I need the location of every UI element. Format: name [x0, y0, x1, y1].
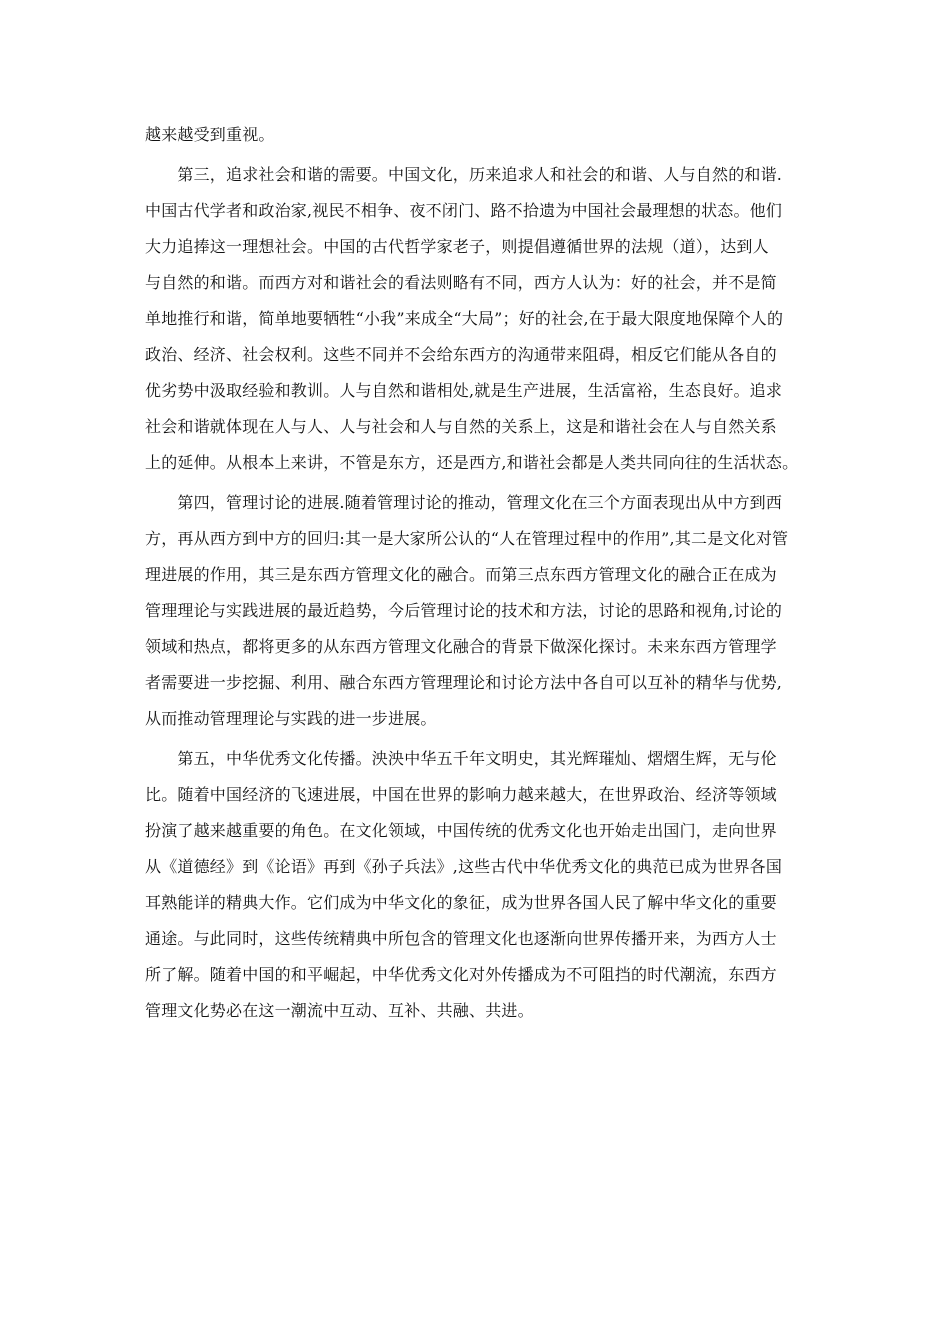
text-line: 理进展的作用，其三是东西方管理文化的融合。而第三点东西方管理文化的融合正在成为	[145, 565, 777, 584]
text-line: 与自然的和谐。而西方对和谐社会的看法则略有不同，西方人认为：好的社会，并不是简	[145, 273, 777, 292]
text-line: 第四，管理讨论的进展.随着管理讨论的推动，管理文化在三个方面表现出从中方到西	[145, 493, 783, 512]
text-line: 耳熟能详的精典大作。它们成为中华文化的象征，成为世界各国人民了解中华文化的重要	[145, 893, 777, 912]
paragraph	[145, 741, 809, 1029]
text-line: 政治、经济、社会权利。这些不同并不会给东西方的沟通带来阻碍，相反它们能从各自的	[145, 345, 777, 364]
text-line: 中国古代学者和政治家,视民不相争、夜不闭门、路不拾遗为中国社会最理想的状态。他们	[145, 201, 783, 220]
paragraph	[145, 157, 809, 481]
text-line: 领域和热点，都将更多的从东西方管理文化融合的背景下做深化探讨。未来东西方管理学	[145, 637, 777, 656]
text-line: 单地推行和谐，简单地要牺牲“小我”来成全“大局”；好的社会,在于最大限度地保障个人的	[145, 309, 784, 328]
document-body	[145, 117, 809, 1029]
text-line: 通途。与此同时，这些传统精典中所包含的管理文化也逐渐向世界传播开来，为西方人士	[145, 929, 777, 948]
text-line: 第五，中华优秀文化传播。泱泱中华五千年文明史，其光辉璀灿、熠熠生辉，无与伦	[145, 749, 777, 768]
text-line: 所了解。随着中国的和平崛起，中华优秀文化对外传播成为不可阻挡的时代潮流，东西方	[145, 965, 777, 984]
text-line: 从而推动管理理论与实践的进一步进展。	[145, 709, 437, 728]
text-line: 从《道德经》到《论语》再到《孙子兵法》,这些古代中华优秀文化的典范已成为世界各国	[145, 857, 783, 876]
text-line: 大力追捧这一理想社会。中国的古代哲学家老子，则提倡遵循世界的法规（道），达到人	[145, 237, 769, 256]
text-line: 扮演了越来越重要的角色。在文化领域，中国传统的优秀文化也开始走出国门，走向世界	[145, 821, 777, 840]
text-line: 第三，追求社会和谐的需要。中国文化，历来追求人和社会的和谐、人与自然的和谐.	[145, 165, 783, 184]
text-line: 方，再从西方到中方的回归:其一是大家所公认的“人在管理过程中的作用”,其二是文化对管	[145, 529, 789, 548]
text-line: 比。随着中国经济的飞速进展，中国在世界的影响力越来越大，在世界政治、经济等领域	[145, 785, 777, 804]
text-line: 管理理论与实践进展的最近趋势，今后管理讨论的技术和方法，讨论的思路和视角,讨论的	[145, 601, 783, 620]
paragraph	[145, 485, 809, 737]
text-line: 管理文化势必在这一潮流中互动、互补、共融、共进。	[145, 1001, 534, 1020]
text-line: 上的延伸。从根本上来讲，不管是东方，还是西方,和谐社会都是人类共同向往的生活状态。	[145, 453, 799, 472]
text-line: 越来越受到重视。	[145, 125, 275, 144]
text-line: 优劣势中汲取经验和教训。人与自然和谐相处,就是生产进展，生活富裕，生态良好。追求	[145, 381, 783, 400]
text-line: 社会和谐就体现在人与人、人与社会和人与自然的关系上，这是和谐社会在人与自然关系	[145, 417, 777, 436]
paragraph	[145, 117, 809, 153]
text-line: 者需要进一步挖掘、利用、融合东西方管理理论和讨论方法中各自可以互补的精华与优势,	[145, 673, 783, 692]
